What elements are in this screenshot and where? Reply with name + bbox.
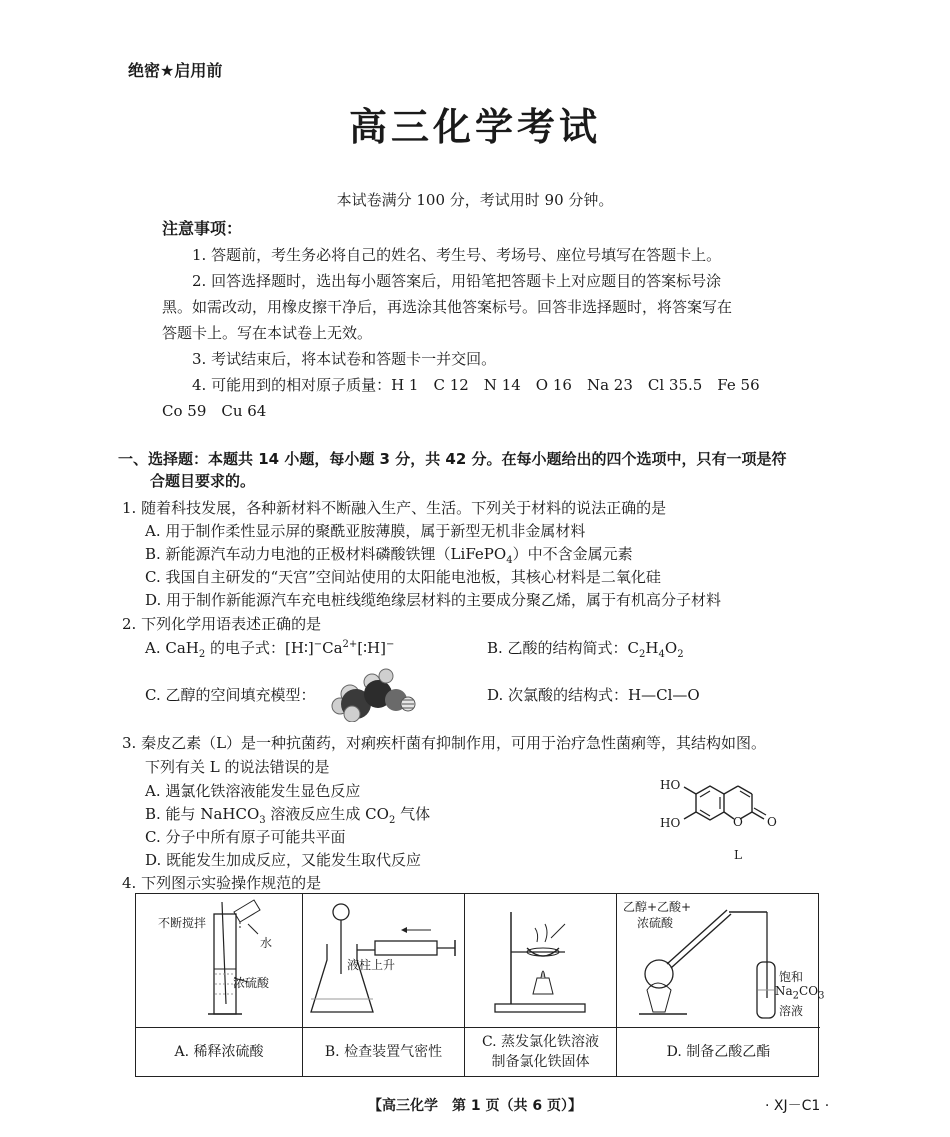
page-footer: 【高三化学 第 1 页（共 6 页）】: [368, 1098, 582, 1114]
label-stir: 不断搅拌: [158, 916, 207, 930]
fig-dilute-acid: [136, 894, 302, 1028]
q4-figure-table: [135, 893, 825, 1077]
q2-stem: 2. 下列化学用语表述正确的是: [122, 615, 322, 633]
q3-option-a: A. 遇氯化铁溶液能发生显色反应: [145, 782, 361, 800]
exam-title: 高三化学考试: [348, 105, 601, 149]
struct-label-l: L: [734, 848, 742, 862]
score-time-note: 本试卷满分 100 分，考试用时 90 分钟。: [336, 191, 614, 209]
q4-stem: 4. 下列图示实验操作规范的是: [122, 874, 322, 892]
q3-option-d: D. 既能发生加成反应，又能发生取代反应: [145, 851, 422, 869]
q1-option-a: A. 用于制作柔性显示屏的聚酰亚胺薄膜，属于新型无机非金属材料: [145, 522, 586, 540]
note-2-line-1: 2. 回答选择题时，选出每小题答案后，用铅笔把答题卡上对应题目的答案标号涂: [192, 272, 722, 290]
confidential-mark: 绝密★启用前: [128, 61, 223, 80]
label-liquid-rise: 液柱上升: [347, 958, 396, 972]
q4-cell-c: [465, 894, 617, 1076]
section-1-title: 一、选择题：本题共 14 小题，每小题 3 分，共 42 分。在每小题给出的四个选项中，只有一项是符: [118, 450, 787, 468]
fig-evaporation: [465, 894, 616, 1028]
caption-b: B. 检查装置气密性: [303, 1027, 464, 1076]
section-1-title-cont: 合题目要求的。: [150, 472, 256, 490]
caption-a: A. 稀释浓硫酸: [136, 1027, 302, 1076]
q4-cell-a: [136, 894, 303, 1076]
q3-option-b: B. 能与 NaHCO$_3$ 溶液反应生成 $CO_2$ 气体: [145, 805, 431, 826]
caption-d: D. 制备乙酸乙酯: [617, 1027, 820, 1076]
label-sodium-carbonate: $Na_2CO_3$: [775, 984, 825, 1002]
q2-option-b: B. 乙酸的结构简式：$C_2H_4O_2$: [487, 639, 684, 660]
q2-option-c: C. 乙醇的空间填充模型：: [145, 686, 316, 704]
label-conc-acid: 浓硫酸: [233, 976, 270, 990]
notes-heading: 注意事项：: [162, 219, 243, 238]
q2-option-d: D. 次氯酸的结构式：H—Cl—O: [487, 686, 700, 704]
q1-option-d: D. 用于制作新能源汽车充电桩线缆绝缘层材料的主要成分聚乙烯，属于有机高分子材料: [145, 591, 722, 609]
evaporating-dish-icon: [465, 894, 617, 1028]
q3-stem-cont: 下列有关 L 的说法错误的是: [145, 758, 330, 776]
note-4-line-1: 4. 可能用到的相对原子质量：H 1 C 12 N 14 O 16 Na 23 Cl 35.5 Fe 56: [192, 376, 760, 394]
label-water: 水: [260, 936, 273, 950]
struct-ring-oxygen: O: [733, 815, 743, 829]
note-1: 1. 答题前，考生务必将自己的姓名、考生号、考场号、座位号填写在答题卡上。: [192, 246, 722, 264]
label-saturated: 饱和: [779, 970, 804, 984]
q1-option-b: B. 新能源汽车动力电池的正极材料磷酸铁锂（LiFePO$_4$）中不含金属元素: [145, 545, 633, 566]
compound-l-structure: [650, 770, 790, 870]
q1-option-c: C. 我国自主研发的“天宫”空间站使用的太阳能电池板，其核心材料是二氧化硅: [145, 568, 661, 586]
note-4-line-2: Co 59 Cu 64: [162, 402, 267, 420]
note-2-line-3: 答题卡上。写在本试卷上无效。: [162, 324, 373, 342]
q3-stem: 3. 秦皮乙素（L）是一种抗菌药，对痢疾杆菌有抑制作用，可用于治疗急性菌痢等，其结构如图。: [122, 734, 767, 752]
label-solution: 溶液: [779, 1004, 804, 1018]
ethanol-space-filling-model: [322, 660, 422, 722]
note-2-line-2: 黑。如需改动，用橡皮擦干净后，再选涂其他答案标号。回答非选择题时，将答案写在: [162, 298, 733, 316]
q1-stem: 1. 随着科技发展，各种新材料不断融入生产、生活。下列关于材料的说法正确的是: [122, 499, 667, 517]
paper-code: · XJ－C1 ·: [765, 1098, 830, 1114]
q4-cell-d: [617, 894, 825, 1076]
fig-airtightness: [303, 894, 464, 1028]
caption-c: C. 蒸发氯化铁溶液 制备氯化铁固体: [465, 1027, 616, 1076]
struct-ho-top: HO: [660, 778, 681, 792]
q2-option-a: A. CaH$_2$ 的电子式：$[H∶]^-Ca^{2+}[∶H]^-$: [145, 639, 395, 660]
struct-carbonyl-oxygen: O: [767, 815, 777, 829]
fig-ethyl-acetate: [617, 894, 825, 1028]
note-3: 3. 考试结束后，将本试卷和答题卡一并交回。: [192, 350, 497, 368]
label-reagents-acid: 浓硫酸: [637, 916, 674, 930]
q4-cell-b: [303, 894, 465, 1076]
struct-ho-bottom: HO: [660, 816, 681, 830]
label-reagents: 乙醇+乙酸+: [623, 900, 692, 914]
q3-option-c: C. 分子中所有原子可能共平面: [145, 828, 346, 846]
